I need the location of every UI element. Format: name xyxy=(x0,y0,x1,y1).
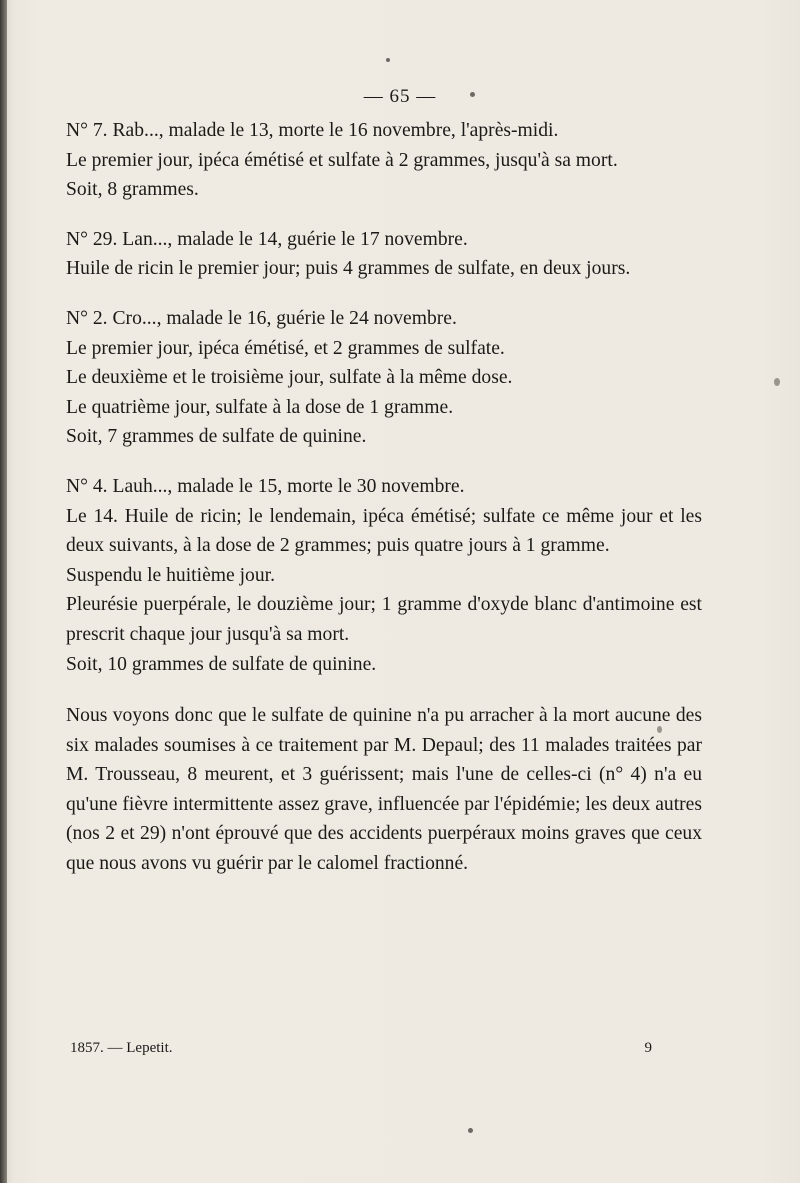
case-entry-7 xyxy=(66,116,702,205)
entry-line: Le deuxième et le troisième jour, sulfate à la même dose. xyxy=(66,367,513,389)
entry-line: N° 29. Lan..., malade le 14, guérie le 17 novembre. xyxy=(66,228,468,250)
entry-line: Soit, 8 grammes. xyxy=(66,179,199,201)
entry-line: Le premier jour, ipéca émétisé, et 2 grammes de sulfate. xyxy=(66,337,505,359)
conclusion-text: Nous voyons donc que le sulfate de quinine n'a pu arracher à la mort aucune des six malades soumises à ce traitement par M. Depaul; des 11 malades traitées par M. Trousseau, 8 meurent, et 3 guérissent; mais l'une de celles-ci (n° 4) n'a eu qu'une fièvre intermittente assez grave, influencée par l'épidémie; les deux autres (nos 2 et 29) n'ont éprouvé que des accidents puerpéraux moins graves que ceux que nous avons vu guérir par le calomel fractionné. xyxy=(66,705,702,875)
entry-line: Suspendu le huitième jour. xyxy=(66,564,275,586)
page-body xyxy=(66,116,702,879)
page-binding-edge xyxy=(0,0,7,1183)
printer-signature: 1857. — Lepetit. xyxy=(70,1040,173,1056)
entry-line: N° 4. Lauh..., malade le 15, morte le 30 novembre. xyxy=(66,475,465,497)
entry-line: N° 2. Cro..., malade le 16, guérie le 24 novembre. xyxy=(66,307,457,329)
entry-line: Soit, 10 grammes de sulfate de quinine. xyxy=(66,653,377,675)
entry-line: Le quatrième jour, sulfate à la dose de 1 gramme. xyxy=(66,396,454,418)
case-entry-2 xyxy=(66,304,702,452)
paper-speck xyxy=(657,726,662,733)
case-entry-29 xyxy=(66,225,702,284)
entry-line: Huile de ricin le premier jour; puis 4 grammes de sulfate, en deux jours. xyxy=(66,258,631,280)
paper-speck xyxy=(386,58,390,62)
paper-speck xyxy=(470,92,475,97)
case-entry-4 xyxy=(66,472,702,679)
entry-line: Soit, 7 grammes de sulfate de quinine. xyxy=(66,426,367,448)
paper-speck xyxy=(774,378,780,386)
entry-line: Le 14. Huile de ricin; le lendemain, ipéca émétisé; sulfate ce même jour et les deux suivants, à la dose de 2 grammes; puis quatre jours à 1 gramme. xyxy=(66,505,702,557)
entry-line: Pleurésie puerpérale, le douzième jour; 1 gramme d'oxyde blanc d'antimoine est prescrit chaque jour jusqu'à sa mort. xyxy=(66,594,702,645)
conclusion-paragraph xyxy=(66,701,702,879)
entry-line: N° 7. Rab..., malade le 13, morte le 16 novembre, l'après-midi. xyxy=(66,120,559,141)
page-number: — 65 — xyxy=(363,86,437,107)
signature-mark: 9 xyxy=(644,1040,652,1056)
paper-speck xyxy=(468,1128,473,1133)
entry-line: Le premier jour, ipéca émétisé et sulfate à 2 grammes, jusqu'à sa mort. xyxy=(66,149,618,171)
